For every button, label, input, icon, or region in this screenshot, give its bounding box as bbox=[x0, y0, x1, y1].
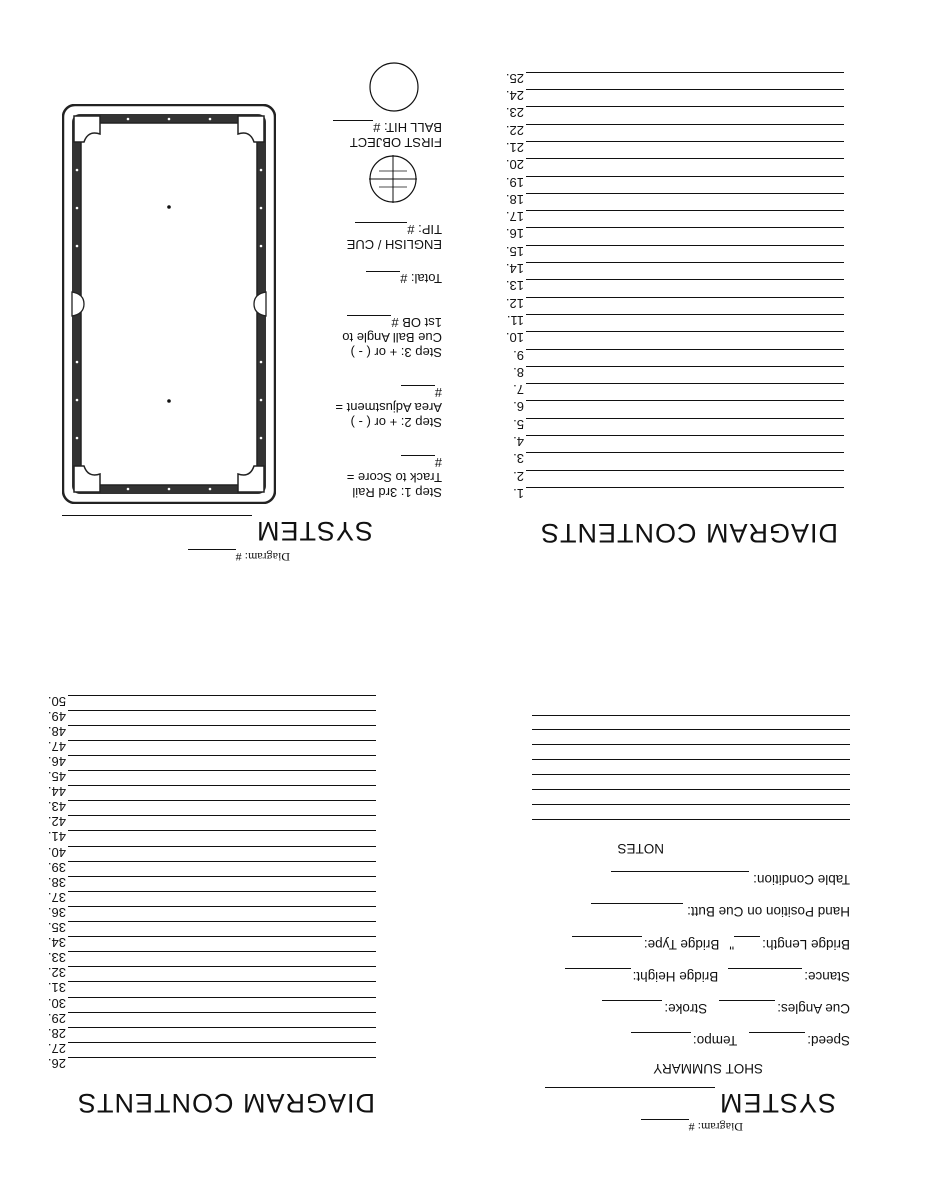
contents-row bbox=[498, 313, 844, 331]
row-number: 33. bbox=[47, 950, 66, 966]
row-number: 18. bbox=[505, 191, 524, 207]
row-number: 24. bbox=[505, 88, 524, 104]
row-number: 45. bbox=[47, 769, 66, 785]
row-number: 43. bbox=[47, 799, 66, 815]
entry-line bbox=[526, 228, 844, 229]
entry-line bbox=[526, 279, 844, 280]
contents-row bbox=[498, 140, 844, 158]
entry-line bbox=[526, 349, 844, 350]
english-cue-tip-field: ENGLISH / CUE TIP: # bbox=[346, 222, 442, 252]
contents-row bbox=[498, 451, 844, 469]
diagram-contents-title-2: DIAGRAM CONTENTS bbox=[76, 1088, 375, 1118]
row-number: 11. bbox=[506, 313, 524, 328]
first-object-ball-field: FIRST OBJECT BALL HIT: # bbox=[333, 120, 442, 150]
contents-row bbox=[498, 296, 844, 314]
spot-head bbox=[167, 399, 171, 403]
entry-line bbox=[526, 314, 844, 315]
system-title-2: SYSTEM bbox=[62, 515, 373, 546]
entry-line bbox=[526, 193, 844, 194]
contents-row bbox=[498, 227, 844, 245]
notes-line bbox=[532, 715, 850, 716]
row-number: 40. bbox=[47, 844, 66, 860]
row-number: 47. bbox=[47, 738, 66, 754]
row-number: 5. bbox=[513, 416, 524, 432]
entry-line bbox=[68, 695, 376, 696]
row-number: 8. bbox=[513, 364, 524, 380]
row-number: 14. bbox=[505, 261, 524, 277]
row-number: 10. bbox=[505, 330, 524, 346]
contents-row bbox=[498, 261, 844, 279]
bridge-length-field: Bridge Length:"Bridge Type: bbox=[572, 936, 850, 952]
pool-table-diagram bbox=[62, 104, 276, 504]
entry-line bbox=[526, 262, 844, 263]
row-number: 50. bbox=[47, 693, 66, 709]
row-number: 25. bbox=[505, 70, 524, 86]
speed-field: Speed:Tempo: bbox=[631, 1032, 850, 1048]
row-number: 3. bbox=[513, 451, 524, 467]
contents-row bbox=[498, 175, 844, 193]
entry-line bbox=[526, 383, 844, 384]
row-number: 35. bbox=[47, 920, 66, 936]
contents-row bbox=[498, 209, 844, 227]
diagram-number-label-1: Diagram: # bbox=[641, 1119, 743, 1134]
row-number: 30. bbox=[47, 995, 66, 1011]
row-number: 48. bbox=[47, 723, 66, 739]
entry-line bbox=[526, 418, 844, 419]
row-number: 27. bbox=[47, 1040, 66, 1056]
entry-line bbox=[526, 435, 844, 436]
contents-row bbox=[498, 157, 844, 175]
notes-line bbox=[532, 789, 850, 790]
spot-foot bbox=[167, 205, 171, 209]
contents-row bbox=[498, 88, 844, 106]
entry-line bbox=[526, 141, 844, 142]
row-number: 41. bbox=[47, 829, 66, 845]
contents-row bbox=[498, 244, 844, 262]
contents-row bbox=[498, 434, 844, 452]
entry-line bbox=[526, 158, 844, 159]
contents-row bbox=[498, 192, 844, 210]
entry-line bbox=[526, 124, 844, 125]
contents-row bbox=[498, 348, 844, 366]
step1-block: Step 1: 3rd Rail Track to Score = # bbox=[346, 455, 442, 500]
entry-line bbox=[526, 401, 844, 402]
row-number: 21. bbox=[505, 140, 524, 155]
contents-row bbox=[498, 330, 844, 348]
cue-angles-field: Cue Angles:Stroke: bbox=[602, 1000, 850, 1016]
row-number: 34. bbox=[47, 935, 66, 951]
row-number: 26. bbox=[47, 1056, 66, 1071]
step3-block: Step 3: + or ( - ) Cue Ball Angle to 1st OB # bbox=[342, 315, 442, 360]
row-number: 16. bbox=[505, 226, 524, 242]
row-number: 6. bbox=[513, 399, 524, 415]
row-number: 36. bbox=[47, 905, 66, 920]
row-number: 4. bbox=[513, 434, 524, 450]
row-number: 32. bbox=[47, 965, 66, 981]
entry-line bbox=[526, 106, 844, 107]
row-number: 39. bbox=[47, 859, 66, 875]
table-bed bbox=[81, 123, 257, 485]
total-field: Total: # bbox=[366, 271, 442, 286]
row-number: 29. bbox=[47, 1010, 66, 1026]
contents-row bbox=[498, 365, 844, 383]
notes-line bbox=[532, 819, 850, 820]
row-number: 22. bbox=[505, 122, 524, 138]
row-number: 49. bbox=[47, 708, 66, 724]
entry-line bbox=[526, 245, 844, 246]
contents-list-1-25 bbox=[505, 64, 844, 504]
entry-line bbox=[526, 72, 844, 73]
notes-heading: NOTES bbox=[617, 841, 664, 856]
system-title-1: SYSTEM bbox=[545, 1087, 836, 1118]
diagram-number-label-2: Diagram: # bbox=[188, 549, 290, 564]
contents-row bbox=[498, 105, 844, 123]
contents-row bbox=[498, 71, 844, 89]
notes-line bbox=[532, 729, 850, 730]
row-number: 46. bbox=[47, 754, 66, 769]
contents-row bbox=[498, 400, 844, 418]
row-number: 13. bbox=[505, 278, 524, 294]
contents-row bbox=[498, 278, 844, 296]
entry-line bbox=[526, 210, 844, 211]
row-number: 15. bbox=[505, 243, 524, 259]
entry-line bbox=[526, 331, 844, 332]
contents-row bbox=[498, 469, 844, 487]
entry-line bbox=[526, 470, 844, 471]
cue-tip-target-icon bbox=[367, 153, 419, 205]
entry-line bbox=[526, 487, 844, 488]
row-number: 2. bbox=[513, 468, 524, 484]
row-number: 37. bbox=[47, 889, 66, 905]
row-number: 12. bbox=[505, 295, 524, 311]
diagram-contents-title-1: DIAGRAM CONTENTS bbox=[539, 518, 838, 548]
object-ball-circle-icon bbox=[368, 61, 420, 113]
shot-summary-heading: SHOT SUMMARY bbox=[653, 1061, 763, 1076]
contents-row bbox=[498, 417, 844, 435]
row-number: 20. bbox=[505, 157, 524, 173]
step2-block: Step 2: + or ( - ) Area Adjustment = # bbox=[335, 385, 442, 430]
entry-line bbox=[526, 452, 844, 453]
row-number: 1. bbox=[513, 486, 524, 501]
entry-line bbox=[526, 366, 844, 367]
notes-line bbox=[532, 804, 850, 805]
stance-field: Stance:Bridge Height: bbox=[565, 968, 850, 984]
row-number: 38. bbox=[47, 874, 66, 890]
contents-list-26-50 bbox=[47, 684, 376, 1074]
row-number: 19. bbox=[505, 174, 524, 190]
notes-line bbox=[532, 774, 850, 775]
contents-row bbox=[498, 123, 844, 141]
contents-row bbox=[40, 694, 376, 712]
notes-line bbox=[532, 744, 850, 745]
notes-line bbox=[532, 759, 850, 760]
contents-row bbox=[498, 382, 844, 400]
contents-row bbox=[498, 486, 844, 504]
row-number: 28. bbox=[47, 1025, 66, 1041]
row-number: 23. bbox=[505, 105, 524, 121]
entry-line bbox=[526, 176, 844, 177]
entry-line bbox=[526, 297, 844, 298]
row-number: 9. bbox=[513, 347, 524, 363]
row-number: 44. bbox=[47, 784, 66, 800]
row-number: 17. bbox=[505, 209, 524, 225]
table-condition-field: Table Condition: bbox=[611, 871, 850, 887]
entry-line bbox=[526, 89, 844, 90]
row-number: 31. bbox=[47, 980, 66, 996]
hand-position-field: Hand Position on Cue Butt: bbox=[591, 903, 850, 919]
row-number: 7. bbox=[513, 382, 524, 398]
row-number: 42. bbox=[47, 814, 66, 830]
